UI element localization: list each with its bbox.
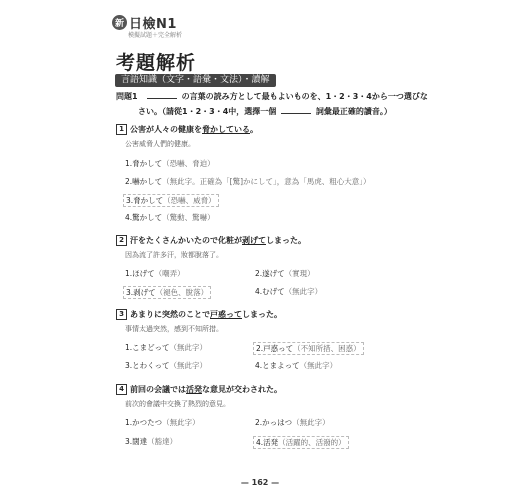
option-label: 3.闊達 (125, 437, 148, 446)
option-label: 4.驚かして (125, 213, 163, 222)
option (125, 158, 215, 169)
instruction-line-1 (116, 91, 428, 102)
option-label: 3.剥げて (126, 288, 156, 297)
question-4 (116, 384, 282, 395)
option (125, 342, 207, 353)
question-text: 汗をたくさんかいたので化粧が (130, 236, 242, 245)
question-text-end: な意見が交わされた。 (202, 385, 282, 394)
option-label: 4.活発 (256, 438, 279, 447)
option (125, 176, 371, 187)
question-text-end: しまった。 (266, 236, 306, 245)
option-note: （恐嚇、威脅） (163, 196, 216, 205)
logo-subtitle: 模擬試題＋完全解析 (128, 32, 183, 39)
question-text-end: 。 (250, 125, 258, 134)
logo-text: 日檢N1 (129, 17, 177, 32)
option (255, 417, 330, 428)
option (255, 360, 337, 371)
option (125, 417, 200, 428)
question-text: あまりに突然のことで (130, 310, 210, 319)
translation: 公害威脅人們的健康。 (125, 140, 195, 148)
option-correct (123, 286, 211, 299)
question-number: 3 (116, 309, 127, 320)
option-label: 2.遂げて (255, 269, 285, 278)
option-label: 2.かっはつ (255, 418, 293, 427)
option (125, 360, 207, 371)
question-target: 剥げて (242, 236, 266, 245)
blank-line-2 (281, 113, 311, 114)
question-text-end: しまった。 (242, 310, 282, 319)
option-label: 3.とわくって (125, 361, 170, 370)
option-label: 1.ほげて (125, 269, 155, 278)
translation: 事情太過突然，感到不知所措。 (125, 325, 223, 333)
question-number: 4 (116, 384, 127, 395)
translation: 因為流了許多汗，妝都脫落了。 (125, 251, 223, 259)
option-note: （實現） (284, 269, 315, 278)
page-number: — 162 — (240, 478, 280, 487)
option-label: 3.脅かして (126, 196, 164, 205)
option-note: （褪色、脫落） (155, 288, 209, 297)
option-note: （無此字） (284, 287, 323, 296)
instruction-line-2 (138, 106, 392, 117)
option-label: 1.脅かして (125, 159, 163, 168)
question-target: 戸惑って (210, 310, 242, 319)
question-text: 前回の会議では (130, 385, 186, 394)
option-label: 2.戸惑って (256, 344, 294, 353)
option-note: （無此字） (169, 361, 208, 370)
instruction-text-2: さい。（請從1・2・3・4中，選擇一個 (138, 107, 277, 116)
section-tag: 言語知識（文字・語彙・文法）・讀解 (115, 74, 276, 87)
logo-badge: 新 (112, 15, 127, 30)
question-number: 1 (116, 124, 127, 135)
option-label: 1.こまどって (125, 343, 170, 352)
question-1 (116, 124, 258, 135)
translation: 前次的會議中交換了熱烈的意見。 (125, 400, 230, 408)
option-note: （無此字） (299, 361, 338, 370)
option-note: （驚動、驚嚇） (162, 213, 215, 222)
option (125, 212, 215, 223)
option-label: 4.むげて (255, 287, 285, 296)
option-note: （恐嚇、脅迫） (162, 159, 215, 168)
option-note: （豁達） (147, 437, 178, 446)
blank-line (147, 98, 177, 99)
option (255, 268, 315, 279)
question-text: 公害が人々の健康を (130, 125, 202, 134)
option (125, 436, 177, 447)
option-note: （嘲弄） (154, 269, 185, 278)
option-label: 4.とまよって (255, 361, 300, 370)
option-note: （無此字） (169, 343, 208, 352)
question-target: 活発 (186, 385, 202, 394)
option-note: （活躍的、活潑的） (278, 438, 346, 447)
question-3 (116, 309, 282, 320)
option (125, 268, 185, 279)
question-target: 脅かしている (202, 125, 250, 134)
option (255, 286, 322, 297)
question-2 (116, 235, 306, 246)
option-label: 1.かつたつ (125, 418, 163, 427)
option-note: （不知所措、困惑） (293, 344, 361, 353)
instruction-label: 問題1 (116, 92, 138, 101)
option-correct (253, 436, 349, 449)
page-title: 考題解析 (116, 52, 197, 74)
option-note: （無此字） (162, 418, 200, 427)
option-correct (253, 342, 364, 355)
option-label: 2.嚇かして (125, 177, 163, 186)
question-number: 2 (116, 235, 127, 246)
option-correct (123, 194, 219, 207)
option-note: （無此字。正確為「[驚]かにして」，意為「馬虎、粗心大意」） (162, 177, 371, 186)
instruction-text-1: の言葉の読み方として最もよいものを、1・2・3・4から一つ選びな (181, 92, 428, 101)
instruction-text-3: 詞彙最正確的讀音。） (315, 107, 392, 116)
option-note: （無此字） (292, 418, 330, 427)
